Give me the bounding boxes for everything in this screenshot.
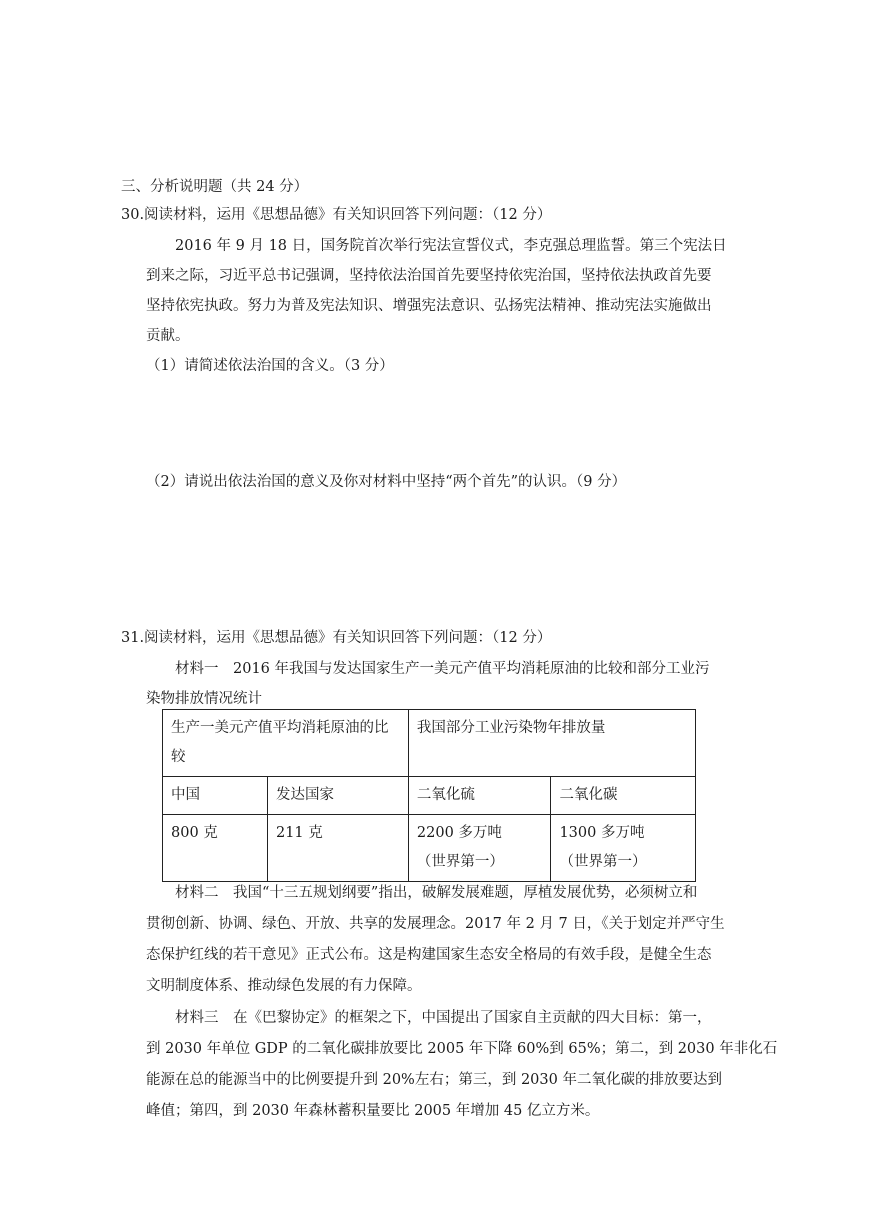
table-header-text: 我国部分工业污染物年排放量: [416, 720, 606, 736]
table-cell-note: （世界第一）: [416, 854, 504, 870]
table-header-row: [163, 710, 696, 777]
table-cell: 二氧化碳: [551, 777, 696, 815]
q30-material-line: 坚持依宪执政。努力为普及宪法知识、增强宪法意识、弘扬宪法精神、推动宪法实施做出: [146, 298, 712, 314]
q30-subquestion-1: （1）请简述依法治国的含义。（3 分）: [146, 358, 394, 374]
q30-subquestion-2: （2）请说出依法治国的意义及你对材料中坚持“两个首先”的认识。（9 分）: [146, 474, 627, 490]
q30-material-line: 2016 年 9 月 18 日，国务院首次举行宪法宣誓仪式，李克强总理监誓。第三个宪法日: [175, 238, 727, 254]
table-cell: 800 克: [163, 815, 268, 882]
q31-material2-line: 材料二 我国“十三五规划纲要”指出，破解发展难题，厚植发展优势，必须树立和: [175, 885, 698, 901]
q31-material3-line: 能源在总的能源当中的比例要提升到 20%左右；第三，到 2030 年二氧化碳的排放要达到: [146, 1072, 722, 1088]
table-cell-note: （世界第一）: [559, 854, 647, 870]
q31-material1-line: 材料一 2016 年我国与发达国家生产一美元产值平均消耗原油的比较和部分工业污: [175, 661, 710, 677]
table-cell-value: 1300 多万吨: [559, 825, 645, 841]
table-header-text: 生产一美元产值平均消耗原油的比: [171, 720, 389, 736]
table-cell: 发达国家: [267, 777, 408, 815]
q31-material2-line: 文明制度体系、推动绿色发展的有力保障。: [146, 978, 422, 994]
section-heading: 三、分析说明题（共 24 分）: [121, 179, 309, 195]
table-row: [163, 815, 696, 882]
statistics-table: [162, 709, 696, 882]
q31-material3-line: 材料三 在《巴黎协定》的框架之下，中国提出了国家自主贡献的四大目标：第一，: [175, 1010, 712, 1026]
table-cell: 二氧化硫: [408, 777, 551, 815]
table-cell: [408, 815, 551, 882]
q31-material2-line: 贯彻创新、协调、绿色、开放、共享的发展理念。2017 年 2 月 7 日，《关于划定并严守生: [146, 916, 725, 932]
table-cell: [551, 815, 696, 882]
table-cell: 中国: [163, 777, 268, 815]
q31-material2-line: 态保护红线的若干意见》正式公布。这是构建国家生态安全格局的有效手段，是健全生态: [146, 947, 712, 963]
table-cell-value: 2200 多万吨: [416, 825, 502, 841]
table-cell: 211 克: [267, 815, 408, 882]
table-row: [163, 777, 696, 815]
q30-material-line: 贡献。: [146, 328, 190, 344]
q31-material3-line: 到 2030 年单位 GDP 的二氧化碳排放要比 2005 年下降 60%到 65%；第二，到 2030 年非化石: [146, 1041, 778, 1057]
q31-material3-line: 峰值；第四，到 2030 年森林蓄积量要比 2005 年增加 45 亿立方米。: [146, 1103, 600, 1119]
q31-material1-line: 染物排放情况统计: [146, 691, 262, 707]
table-header-oil-consumption: [163, 710, 409, 777]
table-header-pollutants: [408, 710, 695, 777]
table-header-text: 较: [171, 749, 186, 765]
q30-heading: 30.阅读材料，运用《思想品德》有关知识回答下列问题：（12 分）: [121, 207, 552, 223]
q31-heading: 31.阅读材料，运用《思想品德》有关知识回答下列问题：（12 分）: [121, 630, 552, 646]
q30-material-line: 到来之际，习近平总书记强调，坚持依法治国首先要坚持依宪治国，坚持依法执政首先要: [146, 268, 712, 284]
